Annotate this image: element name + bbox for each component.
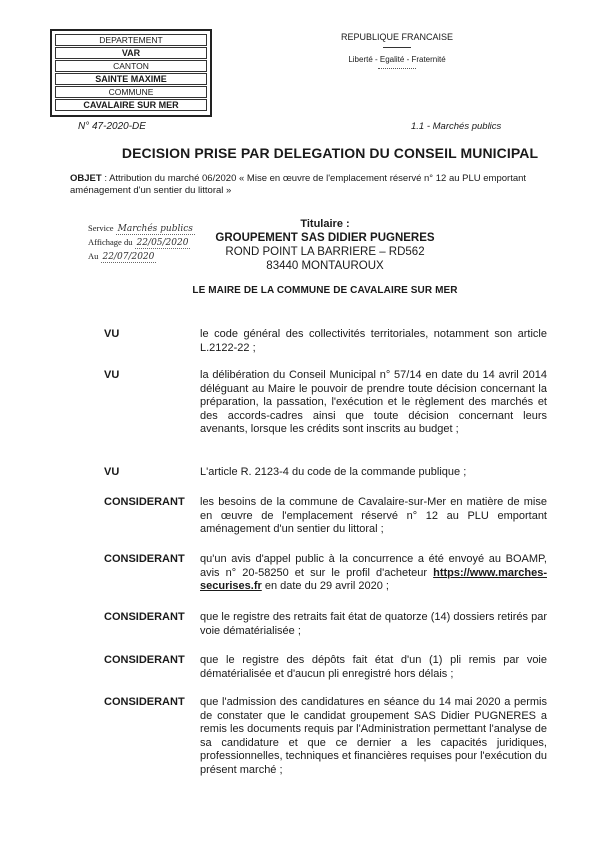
commune-value: CAVALAIRE SUR MER (55, 99, 207, 111)
affichage-value: 22/05/2020 (136, 238, 189, 248)
decision-category: 1.1 - Marchés publics (411, 121, 502, 132)
canton-label: CANTON (55, 60, 207, 72)
clause-text (200, 553, 547, 594)
service-label: Service (88, 223, 114, 233)
clause-text: L'article R. 2123-4 du code de la commande publique ; (200, 466, 467, 478)
titulaire-name: GROUPEMENT SAS DIDIER PUGNERES (215, 232, 435, 244)
clause-keyword: VU (104, 369, 120, 381)
buyer-profile-link[interactable]: https://www.marches-securises.fr (200, 566, 547, 592)
clause-keyword: CONSIDERANT (104, 553, 185, 565)
clause-text: les besoins de la commune de Cavalaire-sur-Mer en matière de mise en œuvre de l'emplacement réservé n° 12 au PLU emportant aménagement d'un sentier du littoral ; (200, 496, 547, 535)
objet-paragraph (70, 173, 580, 197)
canton-value: SAINTE MAXIME (55, 73, 207, 85)
objet-text: : Attribution du marché 06/2020 « Mise en œuvre de l'emplacement réservé n° 12 au PLU emportant aménagement d'un sentier du littoral » (70, 173, 527, 196)
clause-text: que le registre des retraits fait état de quatorze (14) dossiers retirés par voie dématérialisée ; (200, 611, 547, 637)
clause-keyword: CONSIDERANT (104, 654, 185, 666)
clause-text: que l'admission des candidatures en séance du 14 mai 2020 a permis de constater que le candidat groupement SAS Didier PUGNERES a remis les documents requis par l'Administration permettant l'analyse de sa candidature et que ce dernier a les capacités juridiques, professionnelles, techniques et financières requises pour l'exécution du présent marché ; (200, 696, 547, 776)
clause-text-before: qu'un avis d'appel public à la concurrence a été envoyé au BOAMP, avis n° 20-58250 et sur le profil d'acheteur (200, 553, 547, 579)
decision-number: N° 47-2020-DE (78, 121, 146, 132)
department-label: DEPARTEMENT (55, 34, 207, 46)
clause-text-after: en date du 29 avril 2020 ; (261, 580, 389, 592)
objet-label: OBJET (70, 173, 102, 184)
clause-text: la délibération du Conseil Municipal n° 57/14 en date du 14 avril 2014 déléguant au Maire le pouvoir de prendre toute décision concernant la préparation, la passation, l'exécution et le règlement des marchés et des accords-cadres ainsi que toute décision concernant leurs avenants, lorsque les crédits sont inscrits au budget ; (200, 369, 547, 435)
service-value: Marchés publics (117, 224, 193, 234)
clause-keyword: CONSIDERANT (104, 611, 185, 623)
affichage-label: Affichage du (88, 237, 133, 247)
service-stamp (88, 222, 218, 264)
mayor-heading: LE MAIRE DE LA COMMUNE DE CAVALAIRE SUR MER (192, 285, 458, 296)
au-value: 22/07/2020 (102, 252, 155, 262)
titulaire-label: Titulaire : (300, 218, 350, 230)
clause-text: que le registre des dépôts fait état d'un (1) pli remis par voie dématérialisée et d'aucun pli enregistré hors délais ; (200, 654, 547, 680)
republic-motto: Liberté - Egalité - Fraternité (348, 55, 446, 64)
commune-label: COMMUNE (55, 86, 207, 98)
clause-keyword: CONSIDERANT (104, 496, 185, 508)
titulaire-block (212, 217, 438, 273)
clause-keyword: VU (104, 328, 120, 340)
titulaire-address-1: ROND POINT LA BARRIERE – RD562 (225, 246, 425, 258)
republic-rule (383, 47, 411, 48)
republic-rule-dotted (378, 68, 416, 69)
administrative-box (50, 29, 212, 117)
au-label: Au (88, 251, 99, 261)
page-title: DECISION PRISE PAR DELEGATION DU CONSEIL MUNICIPAL (121, 145, 539, 161)
republic-name: REPUBLIQUE FRANCAISE (340, 32, 454, 42)
republic-header (322, 31, 472, 69)
titulaire-address-2: 83440 MONTAUROUX (266, 260, 384, 272)
clause-keyword: VU (104, 466, 120, 478)
clause-text: le code général des collectivités territoriales, notamment son article L.2122-22 ; (200, 328, 547, 354)
clause-keyword: CONSIDERANT (104, 696, 185, 708)
department-value: VAR (55, 47, 207, 59)
